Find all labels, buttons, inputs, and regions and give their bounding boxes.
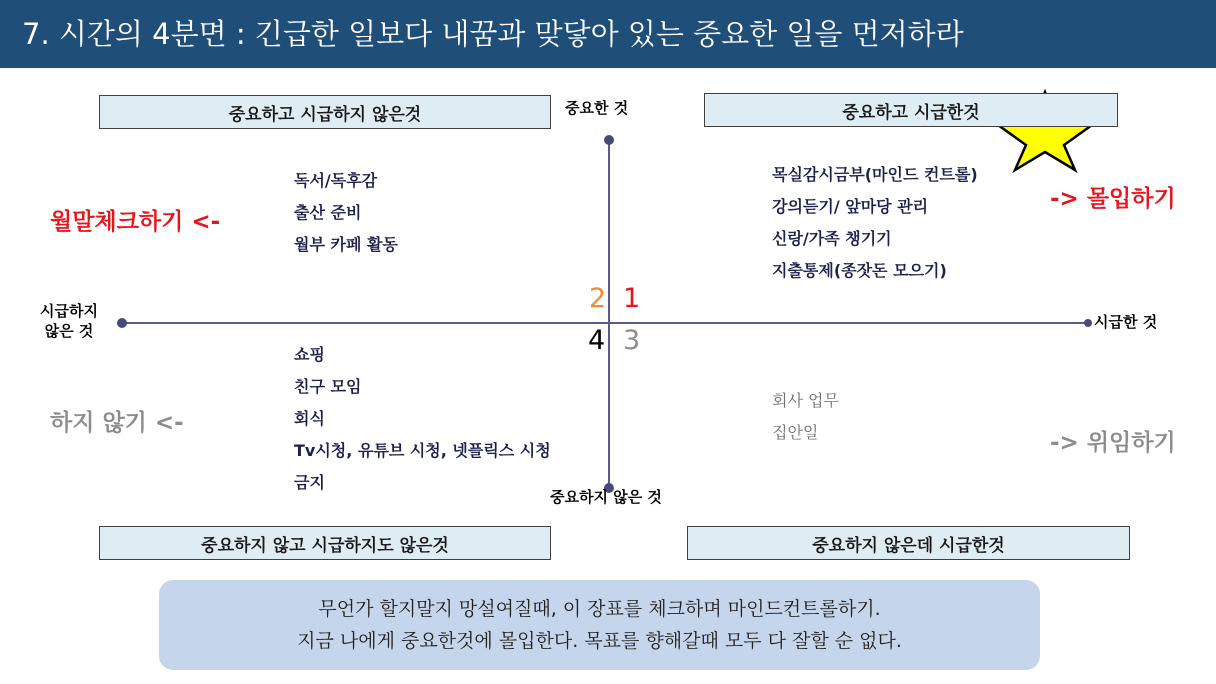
axis-label-not-urgent-line2: 않은 것 [44, 322, 94, 340]
quadrant-number-4: 4 [588, 325, 606, 356]
axis-dot-left [117, 318, 127, 328]
note-line-1: 무언가 할지말지 망설여질때, 이 장표를 체크하며 마인드컨트롤하기. [318, 598, 881, 620]
axis-label-not-urgent [40, 301, 98, 341]
action-label-q2: 월말체크하기 <- [50, 209, 221, 235]
axis-label-not-important: 중요하지 않은 것 [550, 488, 662, 506]
list-item: 회사 업무 [772, 391, 839, 410]
quadrant-items-q2 [294, 168, 398, 264]
quadrant-number-1: 1 [623, 283, 641, 314]
list-item: 목실감시금부(마인드 컨트롤) [772, 165, 978, 184]
axis-dot-right [1084, 319, 1092, 327]
list-item: 금지 [294, 473, 325, 492]
list-item: 신랑/가족 챙기기 [772, 229, 892, 248]
quadrant-title-q2: 중요하고 시급하지 않은것 [99, 95, 551, 129]
axis-dot-top [604, 135, 614, 145]
quadrant-title-q4: 중요하지 않고 시급하지도 않은것 [99, 526, 551, 560]
list-item: 회식 [294, 409, 325, 428]
list-item: 쇼핑 [294, 345, 325, 364]
action-label-q3: -> 위임하기 [1050, 430, 1176, 456]
note-line-2: 지금 나에게 중요한것에 몰입한다. 목표를 향해갈때 모두 다 잘할 순 없다. [297, 630, 902, 652]
list-item: 지출통제(종잣돈 모으기) [772, 261, 947, 280]
axis-label-important: 중요한 것 [565, 99, 629, 117]
list-item: Tv시청, 유튜브 시청, 넷플릭스 시청 [294, 441, 551, 460]
axis-label-urgent: 시급한 것 [1094, 313, 1158, 331]
quadrant-number-2: 2 [589, 283, 607, 314]
list-item: 친구 모임 [294, 377, 362, 396]
note-box [159, 580, 1040, 670]
page-title: 7. 시간의 4분면 : 긴급한 일보다 내꿈과 맞닿아 있는 중요한 일을 먼저하라 [22, 17, 964, 51]
quadrant-items-q3 [772, 388, 839, 452]
quadrant-items-q1 [772, 162, 978, 290]
list-item: 월부 카페 활동 [294, 235, 398, 254]
axis-label-not-urgent-line1: 시급하지 [40, 302, 98, 320]
list-item: 강의듣기/ 앞마당 관리 [772, 197, 929, 216]
quadrant-number-3: 3 [623, 325, 641, 356]
list-item: 집안일 [772, 423, 819, 442]
list-item: 출산 준비 [294, 203, 362, 222]
action-label-q4: 하지 않기 <- [50, 410, 184, 436]
quadrant-title-q1: 중요하고 시급한것 [704, 93, 1118, 127]
quadrant-title-q3: 중요하지 않은데 시급한것 [687, 526, 1130, 560]
quadrant-items-q4 [294, 342, 551, 502]
action-label-q1: -> 몰입하기 [1050, 186, 1176, 212]
list-item: 독서/독후감 [294, 171, 378, 190]
